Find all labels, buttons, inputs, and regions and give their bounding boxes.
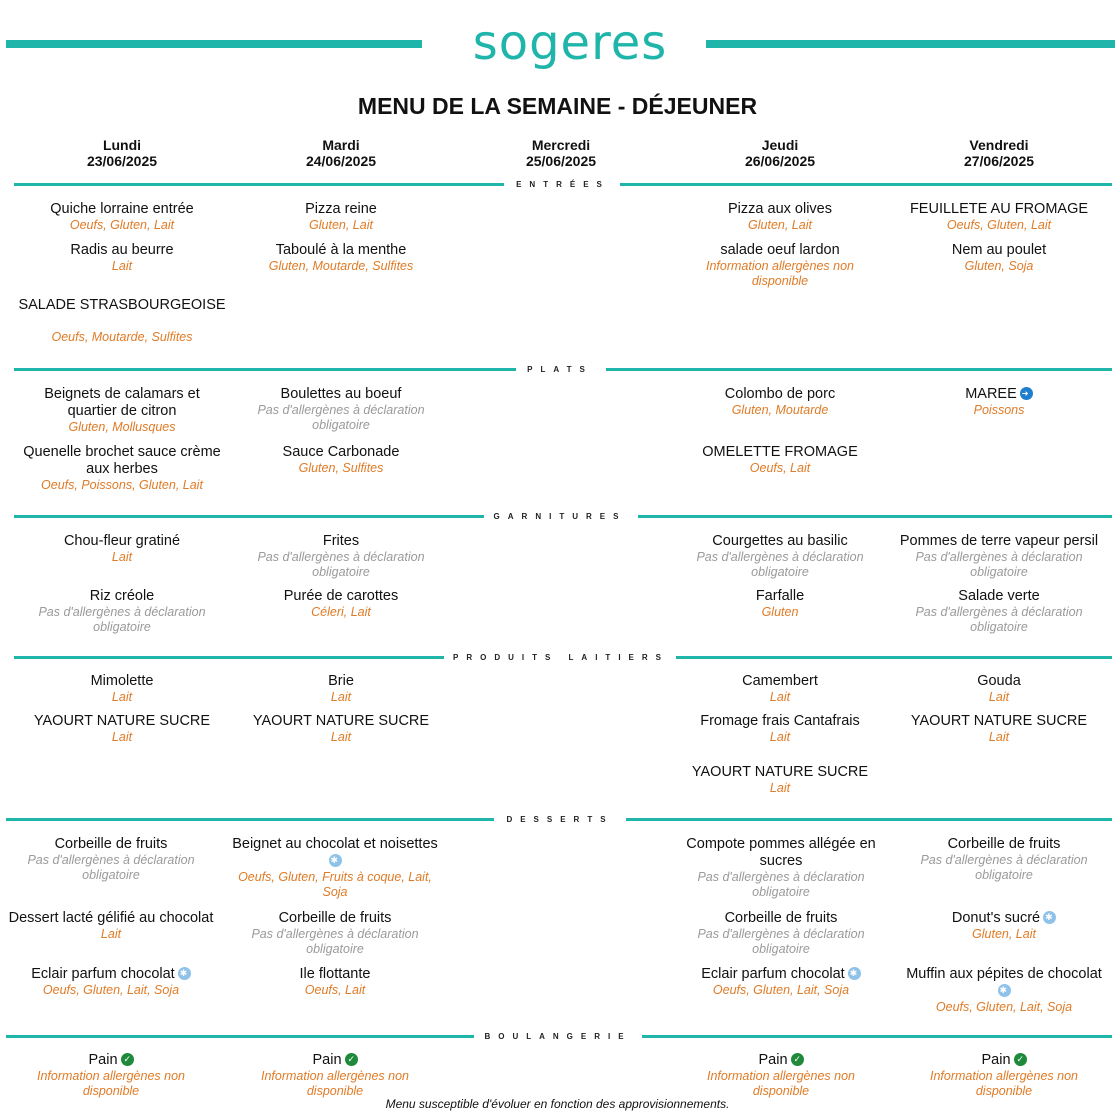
dish-name: Farfalle: [755, 588, 805, 604]
allergen-info: Gluten, Moutarde: [731, 403, 829, 417]
menu-item: [10, 297, 234, 314]
dish-name: Ile flottante: [299, 966, 371, 982]
dish-name: Corbeille de fruits: [947, 836, 1061, 852]
allergen-info: Gluten, Lait: [972, 927, 1036, 941]
allergen-info: Information allergènes non: [705, 259, 854, 273]
dish-name: Corbeille de fruits: [724, 910, 838, 926]
allergen-info: Oeufs, Gluten, Lait, Soja: [935, 1000, 1073, 1014]
dish-name: Pain: [88, 1052, 118, 1068]
dish-name: Boulettes au boeuf: [280, 386, 402, 402]
section-separator-desserts: [0, 815, 1115, 825]
section-label: BOULANGERIE: [484, 1032, 632, 1041]
allergen-info: obligatoire: [312, 565, 370, 579]
dish-name: Brie: [328, 673, 354, 689]
menu-item: [10, 1052, 212, 1099]
dish-name: aux herbes: [86, 461, 158, 477]
allergen-info: obligatoire: [312, 418, 370, 432]
menu-item: [899, 673, 1099, 705]
allergen-info: obligatoire: [752, 885, 810, 899]
dish-name: Radis au beurre: [70, 242, 174, 258]
dish-name: Pommes de terre vapeur persil: [899, 533, 1099, 549]
day-name: Mercredi: [531, 137, 591, 153]
allergen-info: Information allergènes non: [929, 1069, 1078, 1083]
allergen-info: Pas d'allergènes à déclaration: [251, 927, 419, 941]
allergen-info: Gluten: [761, 605, 799, 619]
day-date: 23/06/2025: [86, 153, 158, 169]
allergen-info: disponible: [82, 1084, 140, 1098]
dish-name: YAOURT NATURE SUCRE: [252, 713, 430, 729]
menu-item: [903, 1052, 1105, 1099]
menu-item: [22, 673, 222, 705]
allergen-info: obligatoire: [970, 620, 1028, 634]
dish-name: Dessert lacté gélifié au chocolat: [8, 910, 214, 926]
check-icon: [121, 1053, 134, 1066]
menu-item: [680, 386, 880, 418]
dish-name: YAOURT NATURE SUCRE: [691, 764, 869, 780]
day-lundi: [22, 137, 222, 169]
allergen-info: Gluten, Mollusques: [68, 420, 176, 434]
dish-name: Sauce Carbonade: [282, 444, 400, 460]
dish-name: Pain: [312, 1052, 342, 1068]
menu-item: [899, 386, 1099, 418]
menu-item: [22, 201, 222, 233]
footer-note: Menu susceptible d'évoluer en fonction des approvisionnements.: [385, 1097, 730, 1111]
section-separator-boulangerie: [0, 1032, 1115, 1042]
allergen-info: Pas d'allergènes à déclaration: [27, 853, 195, 867]
dish-name: quartier de citron: [67, 403, 177, 419]
menu-item: [241, 242, 441, 274]
dish-name: Donut's sucré: [951, 910, 1041, 926]
allergen-info: disponible: [751, 274, 809, 288]
allergen-info: Lait: [769, 690, 791, 704]
menu-item: [680, 713, 880, 745]
arrow-icon: [1020, 387, 1033, 400]
allergen-info: obligatoire: [975, 868, 1033, 882]
section-label: PLATS: [527, 365, 593, 374]
dish-name: Nem au poulet: [951, 242, 1047, 258]
dish-name: Mimolette: [90, 673, 154, 689]
allergen-info: disponible: [752, 1084, 810, 1098]
header: [0, 0, 1115, 90]
section-label: ENTRÉES: [516, 180, 610, 189]
allergen-info: Pas d'allergènes à déclaration: [920, 853, 1088, 867]
allergen-info: Lait: [769, 781, 791, 795]
allergen-info: Information allergènes non: [36, 1069, 185, 1083]
allergen-info: Pas d'allergènes à déclaration: [915, 605, 1083, 619]
menu-item: [22, 533, 222, 565]
menu-item: [22, 330, 222, 345]
dish-name: Taboulé à la menthe: [275, 242, 407, 258]
section-separator-laitiers: [0, 653, 1115, 663]
allergen-info: obligatoire: [752, 942, 810, 956]
dish-name: Corbeille de fruits: [278, 910, 392, 926]
allergen-info: Lait: [330, 730, 352, 744]
allergen-info: Pas d'allergènes à déclaration: [696, 550, 864, 564]
day-jeudi: [680, 137, 880, 169]
allergen-info: disponible: [306, 1084, 364, 1098]
dish-name: Gouda: [977, 673, 1021, 689]
day-name: Vendredi: [969, 137, 1029, 153]
allergen-info: Céleri, Lait: [311, 605, 371, 619]
dish-name: Riz créole: [89, 588, 155, 604]
menu-item: [894, 966, 1114, 1015]
menu-item: [903, 910, 1105, 942]
menu-item: [680, 588, 880, 620]
dish-name: Pizza aux olives: [728, 201, 832, 217]
check-icon: [345, 1053, 358, 1066]
menu-item: [680, 242, 880, 289]
check-icon: [791, 1053, 804, 1066]
days-header: [0, 137, 1115, 171]
menu-item: [241, 673, 441, 705]
menu-item: [0, 910, 222, 942]
dish-name: salade oeuf lardon: [720, 242, 840, 258]
allergen-info: Oeufs, Moutarde, Sulfites: [51, 330, 193, 344]
dish-name: Pain: [758, 1052, 788, 1068]
allergen-info: Pas d'allergènes à déclaration: [257, 550, 425, 564]
allergen-info: Lait: [988, 690, 1010, 704]
menu-item: [234, 910, 436, 957]
dish-name: Pizza reine: [305, 201, 377, 217]
section-separator-garnitures: [0, 512, 1115, 522]
allergen-info: Information allergènes non: [706, 1069, 855, 1083]
dish-name: Pain: [981, 1052, 1011, 1068]
dish-name: Beignet au chocolat et noisettes: [232, 836, 438, 852]
dish-name: sucres: [759, 853, 803, 869]
allergen-info: Lait: [988, 730, 1010, 744]
menu-item: [22, 588, 222, 635]
allergen-info: disponible: [975, 1084, 1033, 1098]
menu-item: [10, 966, 212, 998]
allergen-info: Oeufs, Lait: [749, 461, 811, 475]
menu-item: [241, 588, 441, 620]
dish-name: Quiche lorraine entrée: [50, 201, 194, 217]
allergen-info: Pas d'allergènes à déclaration: [257, 403, 425, 417]
dish-name: SALADE STRASBOURGEOISE: [18, 297, 226, 313]
allergen-info: Lait: [330, 690, 352, 704]
day-date: 24/06/2025: [305, 153, 377, 169]
dish-name: Eclair parfum chocolat: [31, 966, 175, 982]
allergen-info: obligatoire: [306, 942, 364, 956]
allergen-info: Gluten, Lait: [748, 218, 812, 232]
menu-item: [894, 201, 1104, 233]
menu-item: [234, 1052, 436, 1099]
day-name: Mardi: [322, 137, 360, 153]
dish-name: OMELETTE FROMAGE: [702, 444, 858, 460]
dish-name: Compote pommes allégée en: [686, 836, 876, 852]
dish-name: Muffin aux pépites de chocolat: [906, 966, 1102, 982]
menu-item: [680, 910, 882, 957]
header-bar-left: [6, 40, 422, 48]
dish-name: Beignets de calamars et: [44, 386, 200, 402]
section-label: GARNITURES: [493, 512, 627, 521]
day-mercredi: [461, 137, 661, 169]
allergen-info: Lait: [111, 259, 133, 273]
menu-item: [10, 836, 212, 883]
allergen-info: obligatoire: [93, 620, 151, 634]
menu-item: [22, 242, 222, 274]
allergen-info: Poissons: [973, 403, 1025, 417]
allergen-info: Gluten, Soja: [964, 259, 1034, 273]
snowflake-icon: [848, 967, 861, 980]
menu-item: [241, 386, 441, 433]
dish-name: Fromage frais Cantafrais: [700, 713, 860, 729]
menu-item: [241, 201, 441, 233]
allergen-info: Lait: [111, 730, 133, 744]
day-name: Lundi: [102, 137, 142, 153]
allergen-info: Oeufs, Poissons, Gluten, Lait: [41, 478, 203, 492]
dish-name: Chou-fleur gratiné: [63, 533, 181, 549]
section-label: DESSERTS: [506, 815, 614, 824]
day-date: 27/06/2025: [963, 153, 1035, 169]
menu-item: [899, 713, 1099, 745]
allergen-info: Lait: [769, 730, 791, 744]
snowflake-icon: [1043, 911, 1056, 924]
menu-item: [12, 386, 232, 435]
menu-item: [670, 836, 892, 900]
snowflake-icon: [329, 854, 342, 867]
dish-name: Colombo de porc: [724, 386, 836, 402]
allergen-info: Pas d'allergènes à déclaration: [38, 605, 206, 619]
menu-item: [241, 713, 441, 745]
menu-item: [899, 588, 1099, 635]
menu-item: [680, 966, 882, 998]
allergen-info: Oeufs, Gluten, Fruits à coque, Lait,: [238, 870, 432, 884]
allergen-info: Information allergènes non: [260, 1069, 409, 1083]
allergen-info: Oeufs, Gluten, Lait, Soja: [42, 983, 180, 997]
day-date: 25/06/2025: [525, 153, 597, 169]
menu-item: [12, 444, 232, 493]
dish-name: Quenelle brochet sauce crème: [23, 444, 221, 460]
day-vendredi: [899, 137, 1099, 169]
allergen-info: Gluten, Sulfites: [298, 461, 384, 475]
menu-item: [899, 242, 1099, 274]
day-name: Jeudi: [761, 137, 799, 153]
section-separator-entrees: [0, 180, 1115, 190]
day-mardi: [241, 137, 441, 169]
menu-item: [903, 836, 1105, 883]
snowflake-icon: [998, 984, 1011, 997]
menu-item: [241, 533, 441, 580]
menu-item: [680, 444, 880, 476]
dish-name: Camembert: [742, 673, 818, 689]
allergen-info: Pas d'allergènes à déclaration: [697, 870, 865, 884]
allergen-info: obligatoire: [970, 565, 1028, 579]
header-bar-right: [706, 40, 1115, 48]
menu-item: [680, 533, 880, 580]
menu-item: [22, 713, 222, 745]
allergen-info: Oeufs, Gluten, Lait: [69, 218, 175, 232]
section-label: PRODUITS LAITIERS: [452, 653, 669, 662]
day-date: 26/06/2025: [744, 153, 816, 169]
allergen-info: Lait: [100, 927, 122, 941]
sogeres-logo: sogeres: [472, 15, 668, 71]
dish-name: FEUILLETE AU FROMAGE: [909, 201, 1089, 217]
dish-name: MAREE: [965, 386, 1017, 402]
menu-item: [224, 836, 446, 900]
allergen-info: Pas d'allergènes à déclaration: [697, 927, 865, 941]
dish-name: Corbeille de fruits: [54, 836, 168, 852]
dish-name: Courgettes au basilic: [712, 533, 848, 549]
allergen-info: obligatoire: [751, 565, 809, 579]
allergen-info: Oeufs, Gluten, Lait, Soja: [712, 983, 850, 997]
dish-name: Frites: [322, 533, 360, 549]
menu-item: [241, 444, 441, 476]
menu-item: [680, 673, 880, 705]
allergen-info: obligatoire: [82, 868, 140, 882]
check-icon: [1014, 1053, 1027, 1066]
dish-name: YAOURT NATURE SUCRE: [33, 713, 211, 729]
allergen-info: Oeufs, Gluten, Lait: [946, 218, 1052, 232]
menu-item: [888, 533, 1110, 580]
allergen-info: Oeufs, Lait: [304, 983, 366, 997]
dish-name: Purée de carottes: [283, 588, 399, 604]
allergen-info: Soja: [322, 885, 348, 899]
dish-name: Eclair parfum chocolat: [701, 966, 845, 982]
section-separator-plats: [0, 365, 1115, 375]
allergen-info: Pas d'allergènes à déclaration: [915, 550, 1083, 564]
page-title: MENU DE LA SEMAINE - DÉJEUNER: [357, 93, 758, 119]
allergen-info: Gluten, Moutarde, Sulfites: [268, 259, 414, 273]
allergen-info: Lait: [111, 690, 133, 704]
dish-name: YAOURT NATURE SUCRE: [910, 713, 1088, 729]
allergen-info: Gluten, Lait: [309, 218, 373, 232]
menu-item: [680, 764, 880, 796]
allergen-info: Lait: [111, 550, 133, 564]
dish-name: Salade verte: [958, 588, 1040, 604]
menu-item: [234, 966, 436, 998]
menu-item: [680, 201, 880, 233]
snowflake-icon: [178, 967, 191, 980]
menu-item: [680, 1052, 882, 1099]
